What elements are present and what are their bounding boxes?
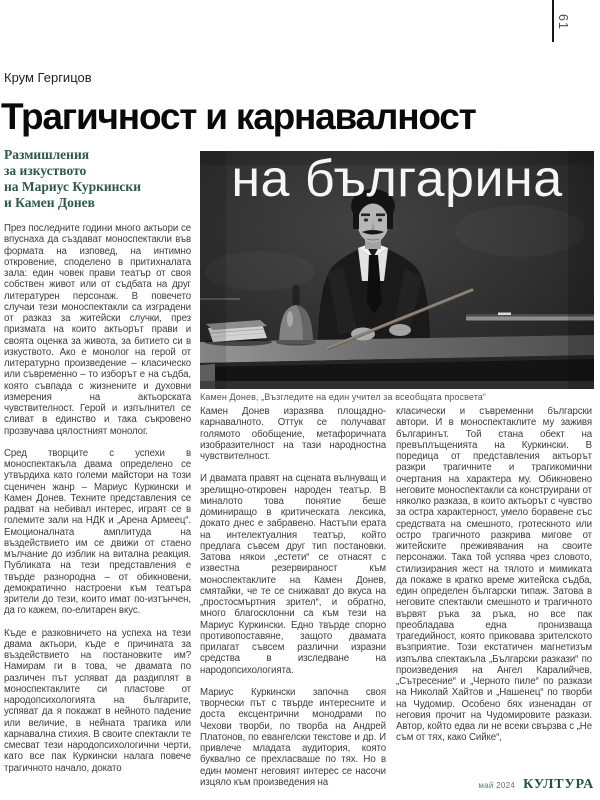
article-paragraph: Сред творците с успехи в моноспектакъла двама определено се утвърдиха като големи майстори на този сценичен жанр – Мариус Куркински и Камен Донев. Техните представления се радват на небивал интерес, играят се в големите зали на НДК и „Арена Армеец“. Емоционалната амплитуда на въздействието им се движи от стаено мълчание до изблик на витална реакция. Публиката на тези представления е твърде разнородна – от обикновени, демократично настроени към театъра зрители до тези, които имат по-изтънчен, да го кажем, по-елитарен вкус. [4,447,191,617]
article-paragraph: Мариус Куркински започна своя творчески път с твърде интересните и доста ексцентрични монодрами по Чехови творби, по творба на Андрей Платонов, по евангелски текстове и др. И привлече младата аудитория, която буквално се прехласваше по тях. Но в един момент неговият интерес се насочи изцяло към произведения на [200,686,386,788]
article-column-1 [4,223,191,785]
magazine-logo: КУЛТУРА [523,777,594,792]
article-column-3 [396,406,592,755]
subtitle-line: Размишления [4,147,90,162]
article-column-2 [200,406,386,799]
article-paragraph: Къде е разковничето на успеха на тези двама актьори, къде е причината за въздействието на постановките им? Намирам ги в това, че двамата по различен път успяват да раздиплят в моноспектаклите си пластове от народопсихологията на българите, успяват да я покажат в нейното падение или величие, в нейната трагика или карнавална стихия. В своите спектакли те смесват тези народопсихологични черти, като все пак Куркински налага повече трагичното начало, докато [4,627,191,774]
page-footer [478,777,594,793]
article-paragraph: И двамата правят на сцената вълнуващ и зрелищно-откровен народен театър. В миналото това понятие беше доминиращо в критическата лексика, докато днес е забравено. Настъпи ерата на интелектуалния театър, който предлага съвсем друг тип постановки. Затова някои „естети“ се отнасят с известна резервираност към моноспектаклите на Камен Донев, смятайки, че те се снижават до вкуса на „простосмъртния зрител“, и обратно, много благосклонни са към тези на Мариус Куркински. Едно твърде спорно противопоставяне, защото двамата прилагат съвсем различни изразни средства в изследване на народопсихологията. [200,473,386,676]
article-paragraph: класически и съвременни български автори. И в моноспектаклите му заживя българинът. Той стана обект на превъплъщенията на Куркински. В поредица от представления актьорът разкри трагичните и трагикомични очертания на характера му. Обикновено неговите моноспектакли са конструирани от няколко разказа, в които актьорът с чувство за остра характерност, умело боравене със средствата на смешното, гротескното или остро трагичното разкрива мигове от житейските преживявания на своите персонажи. Така той успява чрез словото, стилизирания жест на тялото и мимиката да покаже в кратко време житейска съдба, един определен български типаж. Затова в неговите спектакли смешното и трагичното вървят ръка за ръка, но все пак преобладава една пронизваща трагедийност, която приковава зрителското възприятие. Този екстатичен магнетизъм изпълва спектакъла „Български разкази“ по произведения на Ангел Каралийчев, „Сътресение“ и „Черното пиле“ по разкази на Николай Хайтов и „Нашенец“ по творби на Чудомир. Особено бях изненадан от неговия прочит на Чудомировите разкази. Автор, който едва ли не всеки свързва с „Не съм от тях, како Сийке“, [396,406,592,744]
page-number: 61 [556,14,570,30]
article-title: Трагичност и карнавалност [1,96,476,137]
issue-date: май 2024 [478,781,516,790]
article-paragraph: Камен Донев изразява площадно-карнавалното. Оттук се получават голямото обобщение, метафоричната изобразителност на тази народностна чувствителност. [200,406,386,462]
photo-caption: Камен Донев, „Възгледите на един учител за всеобщата просвета“ [200,392,487,402]
article-photo [200,151,594,389]
subtitle-line: на Мариус Куркински [4,179,141,194]
folio-divider [552,0,554,42]
title-overlay: на българина [231,151,563,208]
article-subtitle [4,147,141,211]
author-byline: Крум Гергицов [4,70,92,85]
subtitle-line: за изкуството [4,163,87,178]
article-paragraph: През последните години много актьори се впуснаха да създават моноспектакли във формата на изповед, на интимно откровение, споделено в притихналата зала: един човек прави театър от своя собствен живот или от съдбата на друг литературен персонаж. В повечето случаи тези моноспектакли са изградени от разказ за житейски случки, през призмата на които актьорът прави и своята оценка за живота, за битието си в изкуството. Ако е монолог на герой от литературно произведение – класическо или съвременно – то изборът е на съдба, която съвпада с жизнените и духовни измерения на актьорската чувствителност. Герой и изпълнител се сливат в единство и така съкровено прозвучава цялостният монолог. [4,223,191,437]
subtitle-line: и Камен Донев [4,195,95,210]
